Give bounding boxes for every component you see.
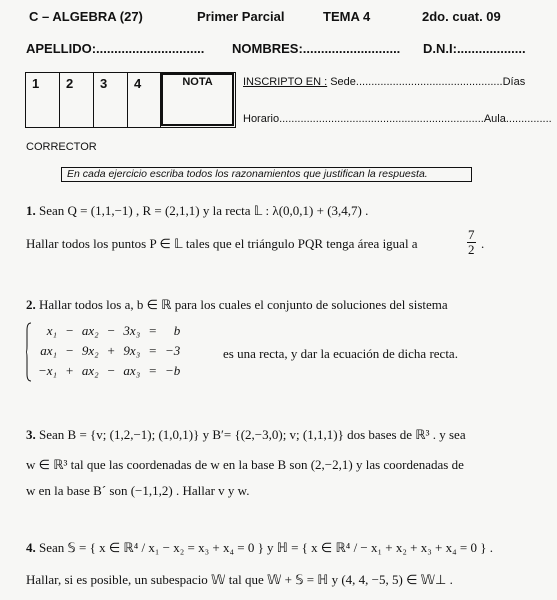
nombres-field[interactable]: NOMBRES:........................... — [232, 41, 401, 56]
problem-4-line-2: Hallar, si es posible, un subespacio 𝕎 tal que 𝕎 + 𝕊 = ℍ y (4, 4, −5, 5) ∈ 𝕎⊥ . — [26, 572, 453, 587]
nota-box[interactable]: NOTA — [161, 73, 234, 126]
problem-1-line-2: Hallar todos los puntos P ∈ 𝕃 tales que el triángulo PQR tenga área igual a — [26, 236, 418, 251]
inscripto-line — [243, 76, 525, 88]
problem-1-period: . — [481, 236, 485, 251]
corrector-label: CORRECTOR — [26, 141, 97, 153]
period-label: 2do. cuat. 09 — [422, 9, 501, 24]
left-brace-icon — [26, 322, 32, 382]
horario-line[interactable]: Horario...................................................................Aula............... — [243, 113, 552, 125]
grade-table — [25, 72, 236, 128]
problem-1-line-1: 1. Sean Q = (1,1,−1) , R = (2,1,1) y la recta 𝕃 : λ(0,0,1) + (3,4,7) . — [26, 203, 369, 218]
equation-system — [34, 321, 184, 381]
inscripto-label: INSCRIPTO EN : — [243, 76, 328, 88]
problem-2-suffix: es una recta, y dar la ecuación de dicha recta. — [223, 346, 458, 361]
tema-label: TEMA 4 — [323, 9, 371, 24]
system-row-3: −x₁ + ax₂ − ax₃ = −b — [38, 363, 181, 378]
sede-line[interactable]: Sede................................................Días — [330, 76, 526, 88]
course-title: C – ALGEBRA (27) — [29, 9, 143, 24]
problem-3-line-3: w en la base B´ son (−1,1,2) . Hallar v y w. — [26, 483, 250, 498]
problem-3-line-1: 3. Sean B = {v; (1,2,−1); (1,0,1)} y B′= {(2,−3,0); v; (1,1,1)} dos bases de ℝ³ . y sea — [26, 427, 466, 442]
dni-field[interactable]: D.N.I:................... — [423, 41, 526, 56]
system-row-1: x₁ − ax₂ − 3x₃ = b — [46, 323, 181, 338]
grade-cell-4[interactable]: 4 — [128, 73, 161, 127]
problem-3-line-2: w ∈ ℝ³ tal que las coordenadas de w en la base B son (2,−2,1) y las coordenadas de — [26, 457, 464, 472]
grade-cell-2[interactable]: 2 — [60, 73, 94, 127]
apellido-field[interactable]: APELLIDO:.............................. — [26, 41, 205, 56]
problem-2-intro: 2. Hallar todos los a, b ∈ ℝ para los cuales el conjunto de soluciones del sistema — [26, 297, 448, 312]
system-row-2: ax₁ − 9x₂ + 9x₃ = −3 — [40, 343, 181, 358]
exam-name: Primer Parcial — [197, 9, 285, 24]
instruction-box: En cada ejercicio escriba todos los razonamientos que justifican la respuesta. — [61, 167, 472, 182]
fraction-seven-halves: $\frac{7}{2}$ — [468, 227, 475, 257]
problem-4-line-1: 4. Sean 𝕊 = { x ∈ ℝ⁴ / x₁ − x₂ = x₃ + x₄ = 0 } y ℍ = { x ∈ ℝ⁴ / − x₁ + x₂ + x₃ + x₄ = 0 } . — [26, 540, 493, 555]
grade-cell-1[interactable]: 1 — [26, 73, 60, 127]
grade-cell-3[interactable]: 3 — [94, 73, 128, 127]
